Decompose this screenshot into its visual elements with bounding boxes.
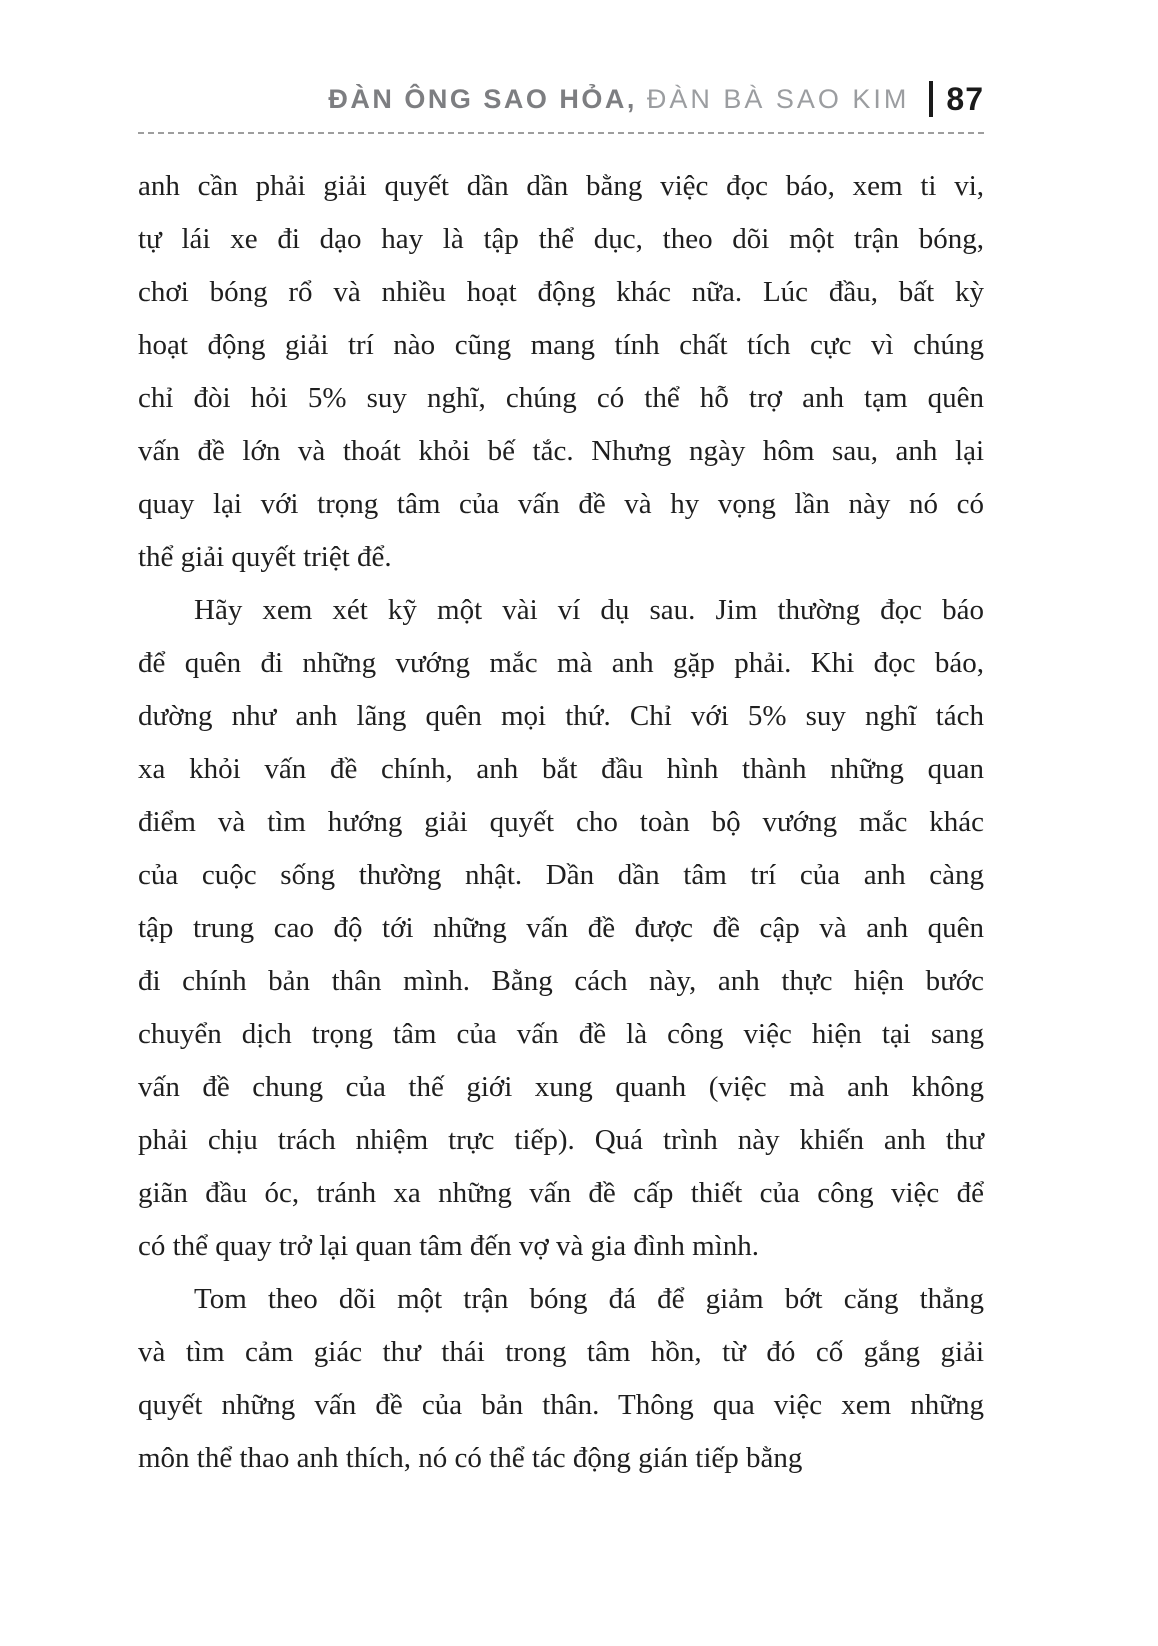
text-line: vấn đề lớn và thoát khỏi bế tắc. Nhưng ngày hôm sau, anh lại bbox=[138, 435, 984, 467]
text-line: và tìm cảm giác thư thái trong tâm hồn, từ đó cố gắng giải bbox=[138, 1336, 984, 1368]
text-line: giãn đầu óc, tránh xa những vấn đề cấp thiết của công việc để bbox=[138, 1177, 984, 1209]
running-title-bold: ĐÀN ÔNG SAO HỎA, bbox=[328, 83, 637, 114]
header-separator-bar bbox=[929, 81, 933, 117]
text-line: chơi bóng rổ và nhiều hoạt động khác nữa. Lúc đầu, bất kỳ bbox=[138, 276, 984, 308]
text-line: chuyển dịch trọng tâm của vấn đề là công việc hiện tại sang bbox=[138, 1018, 984, 1050]
text-line: chỉ đòi hỏi 5% suy nghĩ, chúng có thể hỗ trợ anh tạm quên bbox=[138, 382, 984, 414]
text-line: anh cần phải giải quyết dần dần bằng việc đọc báo, xem ti vi, bbox=[138, 170, 984, 202]
paragraph bbox=[138, 1273, 984, 1485]
paragraph bbox=[138, 160, 984, 584]
text-line: đi chính bản thân mình. Bằng cách này, anh thực hiện bước bbox=[138, 965, 984, 997]
text-line: quay lại với trọng tâm của vấn đề và hy vọng lần này nó có bbox=[138, 488, 984, 520]
running-title-light: ĐÀN BÀ SAO KIM bbox=[646, 83, 910, 114]
text-line: phải chịu trách nhiệm trực tiếp). Quá trình này khiến anh thư bbox=[138, 1124, 984, 1156]
page-number: 87 bbox=[946, 80, 984, 117]
page-body bbox=[138, 160, 984, 1485]
text-line: tự lái xe đi dạo hay là tập thể dục, theo dõi một trận bóng, bbox=[138, 223, 984, 255]
text-line: có thể quay trở lại quan tâm đến vợ và gia đình mình. bbox=[138, 1230, 759, 1262]
text-line: để quên đi những vướng mắc mà anh gặp phải. Khi đọc báo, bbox=[138, 647, 984, 679]
dashed-divider bbox=[138, 132, 984, 134]
text-line: tập trung cao độ tới những vấn đề được đề cập và anh quên bbox=[138, 912, 984, 944]
text-line: môn thể thao anh thích, nó có thể tác động gián tiếp bằng bbox=[138, 1442, 803, 1474]
page-header bbox=[138, 78, 984, 120]
text-line: thể giải quyết triệt để. bbox=[138, 541, 392, 573]
text-line: của cuộc sống thường nhật. Dần dần tâm trí của anh càng bbox=[138, 859, 984, 891]
text-line: xa khỏi vấn đề chính, anh bắt đầu hình thành những quan bbox=[138, 753, 984, 785]
text-line: hoạt động giải trí nào cũng mang tính chất tích cực vì chúng bbox=[138, 329, 984, 361]
paragraph bbox=[138, 584, 984, 1273]
text-line: Hãy xem xét kỹ một vài ví dụ sau. Jim thường đọc báo bbox=[194, 594, 984, 626]
text-line: dường như anh lãng quên mọi thứ. Chỉ với 5% suy nghĩ tách bbox=[138, 700, 984, 732]
text-block bbox=[138, 78, 984, 1485]
text-line: điểm và tìm hướng giải quyết cho toàn bộ vướng mắc khác bbox=[138, 806, 984, 838]
text-line: Tom theo dõi một trận bóng đá để giảm bớt căng thẳng bbox=[194, 1283, 984, 1315]
text-line: quyết những vấn đề của bản thân. Thông qua việc xem những bbox=[138, 1389, 984, 1421]
text-line: vấn đề chung của thế giới xung quanh (việc mà anh không bbox=[138, 1071, 984, 1103]
